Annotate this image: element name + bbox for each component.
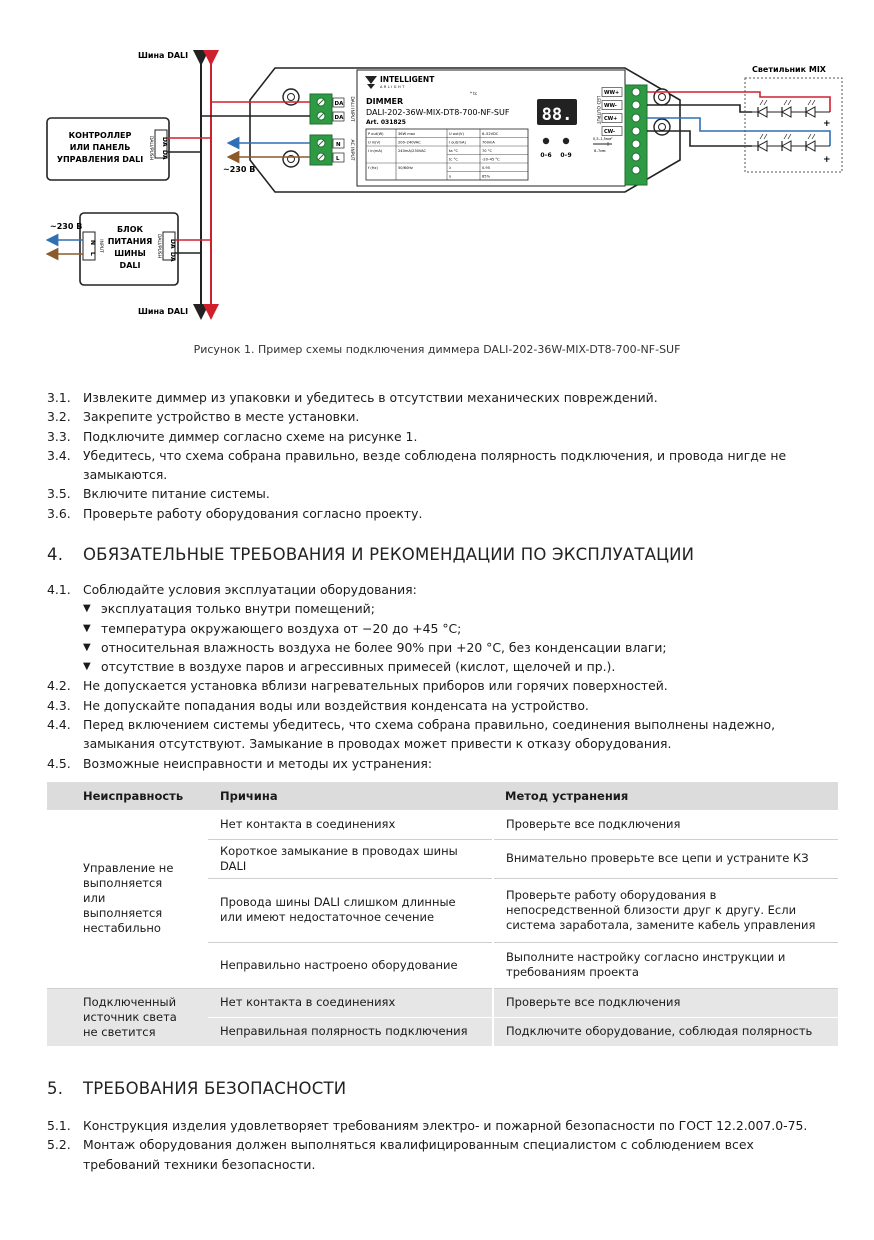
mains-voltage-label: ~230 В bbox=[223, 165, 256, 174]
fault-control: Управление не выполняется или выполняется нестабильно bbox=[47, 810, 208, 988]
psu-n: N bbox=[89, 240, 96, 246]
wire-spec: 0,5–1,5мм² bbox=[593, 137, 613, 141]
table-header-row bbox=[47, 782, 838, 810]
operation-requirements bbox=[47, 580, 847, 773]
output-label: WW- bbox=[604, 103, 617, 109]
spec-grid bbox=[366, 129, 528, 180]
dali-controller bbox=[47, 118, 169, 180]
output-label: WW+ bbox=[604, 90, 620, 96]
list-item: 4.4. Перед включением системы убедитесь, что схема собрана правильно, соединения выполнены надежно, замыкания отсутствуют. Замыкание в проводах может привести к отказу оборудования. bbox=[47, 717, 776, 752]
table-row: Неправильно настроено оборудование Выполните настройку согласно инструкции и требованиям проекта bbox=[47, 942, 838, 988]
psu-input-label: INPUT bbox=[98, 239, 103, 253]
spec-cell: f (Hz) bbox=[368, 166, 378, 170]
spec-cell: 700mA bbox=[482, 140, 495, 145]
troubleshooting-table bbox=[47, 782, 838, 1046]
dimmer-device bbox=[250, 68, 680, 192]
strip-length: 6–7мм bbox=[594, 149, 606, 153]
controller-line-1: КОНТРОЛЛЕР bbox=[68, 131, 132, 140]
brand-sub: ARLIGHT bbox=[380, 85, 406, 89]
terminal-screw bbox=[632, 140, 640, 148]
output-label: CW- bbox=[604, 129, 616, 135]
spec-cell: 50/60Hz bbox=[398, 166, 413, 170]
controller-da-2: DA bbox=[161, 150, 168, 160]
dimmer-type: DIMMER bbox=[366, 97, 404, 106]
list-item: 3.3. Подключите диммер согласно схеме на рисунке 1. bbox=[47, 428, 418, 444]
list-item: 3.4. Убедитесь, что схема собрана правильно, везде соблюдена полярность подключения, и провода нигде не замыкаются. bbox=[47, 447, 787, 483]
fault-light: Подключенный источник света не светится bbox=[47, 988, 208, 1046]
led-diode-icon bbox=[758, 100, 767, 117]
terminal-screw[interactable] bbox=[632, 101, 640, 109]
list-item: 4.2. Не допускается установка вблизи нагревательных приборов или горячих поверхностей. bbox=[47, 678, 668, 694]
spec-cell: ta °C bbox=[449, 149, 459, 153]
controller-port-label: DALI/PUSH bbox=[148, 135, 153, 161]
display-value: 88. bbox=[541, 105, 573, 125]
rotary-switch-1[interactable] bbox=[543, 138, 549, 144]
psu-da-2: DA bbox=[169, 252, 176, 262]
list-item: 3.1. Извлеките диммер из упаковки и убедитесь в отсутствии механических повреждений. bbox=[47, 390, 658, 405]
spec-cell: 6–52VDC bbox=[482, 132, 499, 136]
bus-label-top: Шина DALI bbox=[138, 51, 189, 60]
psu-voltage-label: ~230 В bbox=[50, 222, 83, 231]
terminal-screw[interactable] bbox=[632, 88, 640, 96]
psu-line-4: DALI bbox=[119, 261, 141, 270]
controller-line-2: ИЛИ ПАНЕЛЬ bbox=[69, 143, 131, 152]
psu-line-3: ШИНЫ bbox=[114, 249, 146, 258]
led-diode-icon bbox=[758, 134, 767, 151]
dimmer-model: DALI-202-36W-MIX-DT8-700-NF-SUF bbox=[366, 108, 510, 117]
terminal-screw[interactable] bbox=[632, 114, 640, 122]
rotary-switch-2[interactable] bbox=[563, 138, 569, 144]
header-fix: Метод устранения bbox=[493, 782, 838, 810]
bullet-item: ▼ температура окружающего воздуха от −20 до +45 °C; bbox=[83, 620, 462, 636]
spec-cell: 85% bbox=[482, 174, 490, 179]
bullet-item: ▼ относительная влажность воздуха не более 90% при +20 °C, без конденсации влаги; bbox=[83, 639, 667, 655]
list-item: 5.1. Конструкция изделия удовлетворяет требованиям электро- и пожарной безопасности по ГОСТ 12.2.007.0-75. bbox=[47, 1118, 808, 1133]
lamp-plus-1: + bbox=[823, 119, 831, 129]
rotary-label-1: 0–6 bbox=[540, 152, 552, 159]
led-diode-icon bbox=[806, 134, 815, 151]
output-label: CW+ bbox=[604, 116, 618, 122]
install-steps bbox=[47, 388, 847, 523]
spec-cell: η bbox=[449, 174, 452, 179]
list-item: 4.5. Возможные неисправности и методы их устранения: bbox=[47, 755, 433, 771]
spec-cell: 36W max bbox=[398, 132, 416, 136]
spec-cell: tc °C bbox=[449, 157, 458, 162]
rotary-label-2: 0–9 bbox=[560, 152, 572, 159]
terminal-screw bbox=[632, 153, 640, 161]
section-5-heading: 5. ТРЕБОВАНИЯ БЕЗОПАСНОСТИ bbox=[47, 1079, 347, 1098]
mix-luminaire bbox=[745, 65, 842, 172]
dimmer-da-2: DA bbox=[334, 115, 344, 121]
table-row: Короткое замыкание в проводах шины DALI Внимательно проверьте все цепи и устраните КЗ bbox=[47, 839, 838, 878]
table-row: Подключенный источник света не светится Нет контакта в соединениях Проверьте все подключения bbox=[47, 988, 838, 1017]
dimmer-l: L bbox=[336, 156, 340, 162]
dimmer-da-1: DA bbox=[334, 101, 344, 107]
spec-cell: 70 °C bbox=[482, 149, 493, 153]
terminal-screw[interactable] bbox=[632, 127, 640, 135]
spec-cell: 200–240VAC bbox=[398, 140, 421, 145]
lamp-plus-2: + bbox=[823, 155, 831, 165]
spec-cell: P out(W) bbox=[368, 132, 384, 136]
terminal-screw bbox=[632, 166, 640, 174]
lamp-title: Светильник MIX bbox=[752, 65, 826, 74]
psu-da-1: DA bbox=[169, 239, 176, 249]
bullet-item: ▼ отсутствие в воздухе паров и агрессивных примесей (кислот, щелочей и пр.). bbox=[83, 659, 616, 675]
dali-input-label: DALI INPUT bbox=[349, 96, 354, 122]
header-fault: Неисправность bbox=[47, 782, 208, 810]
dimmer-art: Art. 031825 bbox=[366, 119, 406, 126]
controller-da-1: DA bbox=[161, 137, 168, 147]
list-item: 3.2. Закрепите устройство в месте установки. bbox=[47, 409, 360, 425]
table-row: Управление не выполняется или выполняется нестабильно Нет контакта в соединениях Проверьте все подключения bbox=[47, 810, 838, 839]
tiny-mark: * tc bbox=[470, 91, 478, 96]
psu-out-label: DALI/PUSH bbox=[156, 233, 161, 259]
controller-line-3: УПРАВЛЕНИЯ DALI bbox=[56, 155, 144, 164]
spec-cell: 240mA/230VAC bbox=[398, 149, 427, 153]
list-item: 4.3. Не допускайте попадания воды или воздействия конденсата на устройство. bbox=[47, 697, 589, 713]
figure-caption: Рисунок 1. Пример схемы подключения диммера DALI-202-36W-MIX-DT8-700-NF-SUF bbox=[193, 343, 681, 356]
spec-cell: λ bbox=[449, 166, 452, 170]
table-row: Провода шины DALI слишком длинные или имеют недостаточное сечение Проверьте работу оборудования в непосредственной близости друг к другу. Если система заработала, замените кабель управления bbox=[47, 878, 838, 942]
table-row: Неправильная полярность подключения Подключите оборудование, соблюдая полярность bbox=[47, 1017, 838, 1046]
led-output-label: LED OUTPUT bbox=[595, 95, 600, 125]
list-item: 5.2. Монтаж оборудования должен выполняться квалифицированным специалистом с соблюдением всех требований техники безопасности. bbox=[47, 1137, 754, 1172]
spec-cell: I in(mA) bbox=[368, 149, 383, 153]
list-item: 4.1. Соблюдайте условия эксплуатации оборудования: bbox=[47, 582, 417, 597]
led-diode-icon bbox=[806, 100, 815, 117]
header-cause: Причина bbox=[208, 782, 493, 810]
bullet-item: ▼ эксплуатация только внутри помещений; bbox=[83, 601, 375, 617]
ac-input-label: AC INPUT bbox=[349, 139, 354, 161]
spec-cell: -20–45 °C bbox=[482, 157, 500, 162]
psu-line-1: БЛОК bbox=[116, 225, 144, 234]
spec-cell: I out(mA) bbox=[449, 140, 466, 145]
list-item: 3.6. Проверьте работу оборудования согласно проекту. bbox=[47, 505, 423, 521]
safety-requirements bbox=[47, 1116, 847, 1174]
spec-cell: U out(V) bbox=[449, 132, 464, 136]
psu-l: L bbox=[89, 252, 96, 256]
bus-label-bottom: Шина DALI bbox=[138, 307, 189, 316]
led-diode-icon bbox=[782, 134, 791, 151]
dimmer-n: N bbox=[336, 142, 341, 148]
section-4-heading: 4. ОБЯЗАТЕЛЬНЫЕ ТРЕБОВАНИЯ И РЕКОМЕНДАЦИИ ПО ЭКСПЛУАТАЦИИ bbox=[47, 545, 695, 564]
dali-bus bbox=[201, 58, 211, 312]
list-item: 3.5. Включите питание системы. bbox=[47, 486, 270, 502]
spec-cell: U in(V) bbox=[368, 140, 381, 145]
psu-line-2: ПИТАНИЯ bbox=[107, 237, 153, 246]
brand-name: INTELLIGENT bbox=[380, 75, 435, 84]
wiring-diagram bbox=[0, 0, 874, 335]
led-diode-icon bbox=[782, 100, 791, 117]
dali-bus-psu bbox=[80, 213, 178, 285]
spec-cell: 0.95 bbox=[482, 166, 491, 170]
